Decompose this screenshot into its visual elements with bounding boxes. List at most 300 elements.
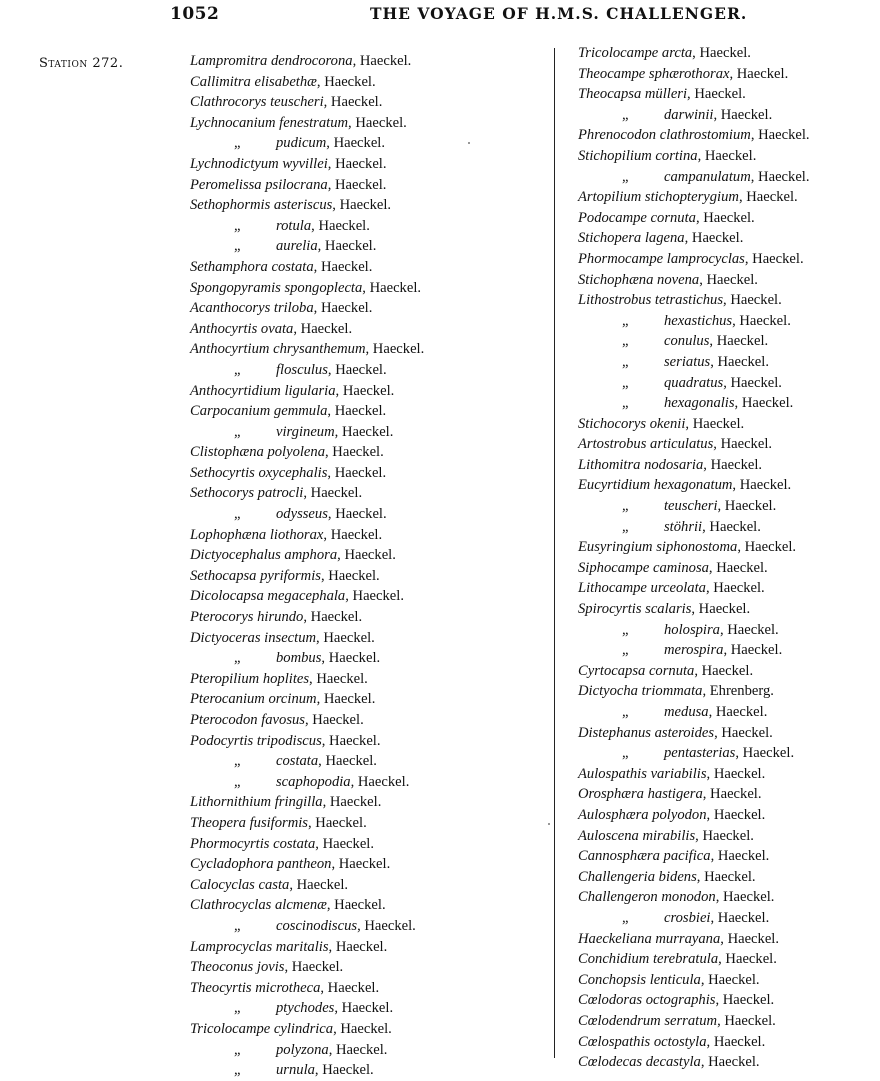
species-author: , Haeckel. [318, 753, 377, 770]
species-author: , Haeckel. [720, 930, 780, 947]
species-author: , Haeckel. [323, 526, 383, 543]
species-entry [578, 64, 810, 85]
species-author: , Haeckel. [715, 889, 775, 906]
species-name: crosbiei [664, 909, 711, 926]
species-author: , Haeckel. [713, 106, 773, 123]
species-name: Carpocanium gemmula [190, 403, 328, 420]
ditto-mark: „ [622, 333, 629, 350]
species-author: , Haeckel. [717, 1012, 776, 1029]
species-name: pentasterias [664, 745, 736, 762]
species-author: , Haeckel. [723, 292, 782, 309]
species-author: , Haeckel. [332, 197, 392, 214]
species-author: , Haeckel. [709, 333, 769, 350]
species-name: Sethocyrtis oxycephalis [190, 464, 328, 481]
species-entry [578, 187, 810, 208]
species-author: , Haeckel. [365, 341, 425, 358]
species-name: Lithocampe urceolata [578, 580, 706, 597]
species-entry-ditto [190, 133, 424, 154]
species-name: Callimitra elisabethæ [190, 73, 317, 90]
species-author: , Haeckel. [687, 86, 746, 103]
species-name: campanulatum [664, 168, 751, 185]
species-name: Sethophormis asteriscus [190, 197, 333, 214]
species-author: , Haeckel. [710, 909, 770, 926]
species-name: teuscheri [664, 498, 718, 515]
species-name: Orosphæra hastigera [578, 786, 703, 803]
species-entry [190, 628, 424, 649]
page-number: 1052 [170, 4, 220, 24]
species-name: Challengeron monodon [578, 889, 716, 906]
species-name: Cannosphæra pacifica [578, 848, 711, 865]
species-entry [578, 475, 810, 496]
species-author: , Haeckel. [706, 765, 766, 782]
species-author: , Haeckel. [713, 436, 773, 453]
species-entry [190, 689, 424, 710]
species-name: merospira [664, 642, 724, 659]
species-entry-ditto [578, 331, 810, 352]
species-entry [190, 792, 424, 813]
species-entry-ditto [190, 422, 424, 443]
species-name: Peromelissa psilocrana [190, 176, 328, 193]
species-entry [190, 669, 424, 690]
species-entry-ditto [190, 648, 424, 669]
species-entry-ditto [578, 620, 810, 641]
ditto-mark: „ [234, 650, 241, 667]
species-name: Lithostrobus tetrastichus [578, 292, 724, 309]
species-author: , Haeckel. [316, 629, 375, 646]
species-entry [190, 339, 424, 360]
ditto-mark: „ [622, 909, 629, 926]
species-entry-ditto [190, 236, 424, 257]
species-entry [190, 566, 424, 587]
species-name: holospira [664, 621, 720, 638]
species-entry [578, 681, 810, 702]
ditto-mark: „ [234, 773, 241, 790]
species-entry [578, 887, 810, 908]
species-entry-ditto [190, 751, 424, 772]
species-entry [578, 1032, 810, 1053]
species-entry [190, 463, 424, 484]
species-entry [190, 854, 424, 875]
species-author: , Ehrenberg. [702, 683, 774, 700]
species-name: Auloscena mirabilis [578, 827, 696, 844]
species-name: Clathrocorys teuscheri [190, 94, 324, 111]
species-name: flosculus [276, 361, 328, 378]
species-entry-ditto [190, 1060, 424, 1081]
species-author: , Haeckel. [328, 1041, 388, 1058]
species-entry [190, 175, 424, 196]
species-entry [578, 270, 810, 291]
species-entry [190, 72, 424, 93]
species-entry-ditto [190, 504, 424, 525]
species-author: , Haeckel. [327, 464, 387, 481]
species-author: , Haeckel. [700, 1054, 760, 1071]
species-entry-ditto [578, 908, 810, 929]
species-name: medusa [664, 704, 709, 720]
print-speck [548, 823, 550, 825]
species-author: , Haeckel. [304, 712, 364, 728]
species-entry [578, 784, 810, 805]
species-entry [578, 578, 810, 599]
species-author: , Haeckel. [710, 353, 769, 370]
species-name: Cyrtocapsa cornuta [578, 662, 695, 679]
species-name: Spirocyrtis scalaris [578, 601, 692, 618]
species-name: Cœlospathis octostyla [578, 1033, 707, 1050]
species-entry [190, 586, 424, 607]
species-author: , Haeckel. [317, 238, 377, 255]
species-author: , Haeckel. [350, 773, 410, 790]
running-head: THE VOYAGE OF H.M.S. CHALLENGER. [370, 4, 748, 23]
species-entry-ditto [190, 360, 424, 381]
species-entry [190, 278, 424, 299]
species-author: , Haeckel. [327, 361, 387, 378]
species-entry-ditto [578, 702, 810, 723]
species-entry-ditto [190, 772, 424, 793]
species-name: Sethocorys patrocli [190, 485, 304, 502]
species-entry [578, 599, 810, 620]
species-name: Distephanus asteroides [578, 724, 715, 741]
species-name: bombus [276, 650, 322, 667]
species-name: Clistophæna polyolena [190, 444, 325, 461]
species-name: Conchidium terebratula [578, 951, 719, 968]
species-name: Cœlodendrum serratum [578, 1012, 718, 1029]
species-entry [190, 957, 424, 978]
species-entry [578, 290, 810, 311]
species-entry [578, 867, 810, 888]
species-name: Sethocapsa pyriformis [190, 567, 321, 584]
species-entry [190, 401, 424, 422]
species-name: odysseus [276, 506, 328, 523]
species-name: Anthocyrtidium ligularia [190, 382, 336, 399]
ditto-mark: „ [234, 917, 241, 934]
species-author: , Haeckel. [320, 567, 380, 584]
species-name: Theocapsa mülleri [578, 86, 688, 103]
species-entry [190, 731, 424, 752]
species-author: , Haeckel. [328, 938, 388, 955]
species-author: , Haeckel. [303, 609, 363, 626]
species-name: Lithornithium fringilla [190, 794, 323, 811]
species-entry [578, 846, 810, 867]
species-entry [190, 154, 424, 175]
species-author: , Haeckel. [322, 794, 382, 811]
species-name: ptychodes [276, 1000, 335, 1017]
species-author: , Haeckel. [744, 250, 804, 267]
species-name: Theocyrtis microtheca [190, 979, 321, 996]
species-name: Acanthocorys triloba [190, 300, 314, 317]
ditto-mark: „ [234, 1000, 241, 1017]
species-name: Podocampe cornuta [578, 209, 696, 226]
species-entry [190, 525, 424, 546]
species-entry [190, 257, 424, 278]
species-author: , Haeckel. [333, 1020, 392, 1037]
species-author: , Haeckel. [735, 745, 795, 762]
species-name: Haeckeliana murrayana [578, 930, 721, 947]
ditto-mark: „ [234, 1041, 241, 1058]
species-entry [578, 826, 810, 847]
species-author: , Haeckel. [732, 477, 792, 494]
species-entry-ditto [578, 743, 810, 764]
species-author: , Haeckel. [289, 876, 349, 893]
species-author: , Haeckel. [697, 147, 757, 164]
species-name: Stichocorys okenii [578, 415, 686, 432]
species-author: , Haeckel. [357, 917, 416, 934]
species-author: , Haeckel. [710, 848, 770, 865]
species-author: , Haeckel. [334, 423, 394, 440]
species-author: , Haeckel. [732, 312, 791, 329]
species-entry [190, 710, 424, 731]
ditto-mark: „ [622, 353, 629, 370]
species-author: , Haeckel. [684, 230, 744, 247]
species-name: Anthocyrtis ovata [190, 320, 294, 337]
ditto-mark: „ [234, 753, 241, 770]
species-entry [578, 805, 810, 826]
species-author: , Haeckel. [695, 827, 754, 844]
species-name: stöhrii [664, 518, 703, 535]
species-author: , Haeckel. [307, 814, 367, 831]
species-entry [190, 298, 424, 319]
species-name: Dictyocha triommata [578, 683, 703, 700]
species-name: Pteropilium hoplites [190, 670, 310, 687]
species-entry [190, 113, 424, 134]
species-name: Stichopera lagena [578, 230, 685, 247]
species-name: Cœlodoras octographis [578, 992, 716, 1009]
species-entry [190, 875, 424, 896]
species-name: seriatus [664, 353, 711, 370]
species-author: , Haeckel. [737, 539, 797, 556]
ditto-mark: „ [234, 217, 241, 234]
species-entry [190, 607, 424, 628]
species-entry-ditto [578, 496, 810, 517]
species-author: , Haeckel. [706, 1033, 766, 1050]
species-name: Phormocampe lamprocyclas [578, 250, 745, 267]
species-entry [190, 834, 424, 855]
species-list-left [190, 51, 424, 1081]
species-author: , Haeckel. [315, 835, 375, 852]
ditto-mark: „ [622, 168, 629, 185]
ditto-mark: „ [622, 621, 629, 638]
species-entry-ditto [190, 998, 424, 1019]
ditto-mark: „ [622, 106, 629, 123]
species-name: Aulosphæra polyodon [578, 806, 707, 823]
species-name: Calocyclas casta [190, 876, 290, 893]
species-entry [578, 764, 810, 785]
species-entry-ditto [190, 1040, 424, 1061]
species-author: , Haeckel. [316, 73, 376, 90]
species-name: urnula [276, 1062, 315, 1079]
ditto-mark: „ [622, 704, 629, 720]
species-entry [190, 895, 424, 916]
print-speck [468, 142, 470, 144]
species-entry [578, 558, 810, 579]
species-author: , Haeckel. [337, 547, 396, 564]
species-name: quadratus [664, 374, 724, 391]
species-entry-ditto [578, 352, 810, 373]
species-name: polyzona [276, 1041, 329, 1058]
species-author: , Haeckel. [723, 642, 783, 659]
species-author: , Haeckel. [695, 209, 755, 226]
ditto-mark: „ [622, 374, 629, 391]
species-entry [190, 545, 424, 566]
species-entry [578, 970, 810, 991]
species-entry [190, 195, 424, 216]
species-entry-ditto [578, 393, 810, 414]
species-author: , Haeckel. [696, 868, 756, 885]
species-name: Tricolocampe arcta [578, 45, 693, 61]
species-entry [190, 937, 424, 958]
species-name: Spongopyramis spongoplecta [190, 279, 363, 296]
species-name: hexastichus [664, 312, 733, 329]
species-name: Dicolocapsa megacephala [190, 588, 346, 605]
species-author: , Haeckel. [293, 320, 353, 337]
species-entry-ditto [578, 167, 810, 188]
species-author: , Haeckel. [714, 724, 773, 741]
species-name: Aulospathis variabilis [578, 765, 707, 782]
species-author: , Haeckel. [284, 959, 344, 976]
species-entry [578, 125, 810, 146]
species-name: hexagonalis [664, 395, 735, 412]
species-entry [578, 228, 810, 249]
species-entry [578, 208, 810, 229]
species-name: Siphocampe caminosa [578, 559, 709, 576]
species-entry [190, 442, 424, 463]
species-entry-ditto [578, 311, 810, 332]
species-entry [578, 249, 810, 270]
species-author: , Haeckel. [326, 897, 386, 914]
species-name: Stichophæna novena [578, 271, 700, 288]
species-author: , Haeckel. [723, 374, 782, 391]
species-entry [578, 661, 810, 682]
species-author: , Haeckel. [702, 786, 762, 803]
species-author: , Haeckel. [708, 704, 768, 720]
species-name: Challengeria bidens [578, 868, 697, 885]
species-author: , Haeckel. [700, 971, 760, 988]
species-entry-ditto [578, 373, 810, 394]
species-author: , Haeckel. [750, 127, 810, 144]
species-name: coscinodiscus [276, 917, 358, 934]
species-author: , Haeckel. [334, 1000, 394, 1017]
species-author: , Haeckel. [316, 691, 376, 708]
species-name: aurelia [276, 238, 318, 255]
species-author: , Haeckel. [738, 189, 798, 206]
species-entry [190, 381, 424, 402]
species-name: Anthocyrtium chrysanthemum [190, 341, 366, 358]
ditto-mark: „ [234, 238, 241, 255]
species-entry [578, 1011, 810, 1032]
species-author: , Haeckel. [335, 382, 395, 399]
species-name: Lychnocanium fenestratum [190, 114, 349, 131]
species-entry-ditto [190, 216, 424, 237]
species-entry [190, 813, 424, 834]
species-entry [578, 723, 810, 744]
species-author: , Haeckel. [314, 1062, 374, 1079]
species-entry [190, 92, 424, 113]
species-name: Eucyrtidium hexagonatum [578, 477, 733, 494]
species-author: , Haeckel. [326, 135, 386, 152]
species-entry [190, 51, 424, 72]
species-name: virgineum [276, 423, 335, 440]
species-list-right [578, 43, 810, 1073]
species-entry [578, 949, 810, 970]
species-author: , Haeckel. [699, 271, 758, 288]
species-entry-ditto [578, 517, 810, 538]
species-entry [190, 1019, 424, 1040]
species-entry [578, 990, 810, 1011]
species-author: , Haeckel. [320, 979, 380, 996]
species-author: , Haeckel. [750, 168, 810, 185]
species-author: , Haeckel. [327, 176, 387, 193]
species-name: Dictyocephalus amphora [190, 547, 338, 564]
ditto-mark: „ [234, 135, 241, 152]
ditto-mark: „ [622, 745, 629, 762]
species-name: Theocampe sphærothorax [578, 65, 730, 82]
species-author: , Haeckel. [327, 155, 387, 172]
species-name: Clathrocyclas alcmenæ [190, 897, 327, 914]
species-author: , Haeckel. [311, 217, 370, 234]
species-author: , Haeckel. [703, 456, 763, 473]
species-name: Lamprocyclas maritalis [190, 938, 329, 955]
species-entry [190, 319, 424, 340]
species-entry [578, 1052, 810, 1073]
species-name: Pterocodon favosus [190, 712, 305, 728]
species-author: , Haeckel. [706, 806, 766, 823]
species-author: , Haeckel. [348, 114, 407, 131]
species-entry [190, 483, 424, 504]
species-name: Stichopilium cortina [578, 147, 698, 164]
species-name: Phrenocodon clathrostomium [578, 127, 751, 144]
species-entry [578, 929, 810, 950]
species-name: Pterocorys hirundo [190, 609, 304, 626]
species-author: , Haeckel. [331, 856, 391, 873]
species-entry-ditto [578, 640, 810, 661]
species-name: darwinii [664, 106, 714, 123]
species-entry [190, 978, 424, 999]
species-name: Cycladophora pantheon [190, 856, 332, 873]
station-number: 272. [92, 56, 124, 71]
species-author: , Haeckel. [734, 395, 794, 412]
species-name: costata [276, 753, 319, 770]
species-author: , Haeckel. [313, 258, 373, 275]
column-divider [554, 48, 555, 1058]
species-entry [578, 434, 810, 455]
species-author: , Haeckel. [352, 53, 412, 69]
species-author: , Haeckel. [692, 45, 751, 61]
species-name: scaphopodia [276, 773, 351, 790]
species-name: Lampromitra dendrocorona [190, 53, 353, 69]
species-name: Conchopsis lenticula [578, 971, 701, 988]
species-entry [578, 537, 810, 558]
ditto-mark: „ [234, 1062, 241, 1079]
species-author: , Haeckel. [718, 951, 777, 968]
species-entry-ditto [578, 105, 810, 126]
ditto-mark: „ [622, 518, 629, 535]
species-author: , Haeckel. [715, 992, 775, 1009]
species-name: Tricolocampe cylindrica [190, 1020, 334, 1037]
species-name: Lophophæna liothorax [190, 526, 324, 543]
species-author: , Haeckel. [313, 300, 373, 317]
species-name: pudicum [276, 135, 327, 152]
species-name: Theoconus jovis [190, 959, 285, 976]
species-author: , Haeckel. [327, 506, 387, 523]
species-author: , Haeckel. [691, 601, 751, 618]
species-author: , Haeckel. [327, 403, 387, 420]
species-author: , Haeckel. [321, 732, 381, 749]
species-name: Lychnodictyum wyvillei [190, 155, 328, 172]
species-author: , Haeckel. [719, 621, 779, 638]
species-author: , Haeckel. [362, 279, 422, 296]
species-author: , Haeckel. [717, 498, 777, 515]
species-entry [578, 455, 810, 476]
species-name: conulus [664, 333, 710, 350]
species-author: , Haeckel. [321, 650, 381, 667]
